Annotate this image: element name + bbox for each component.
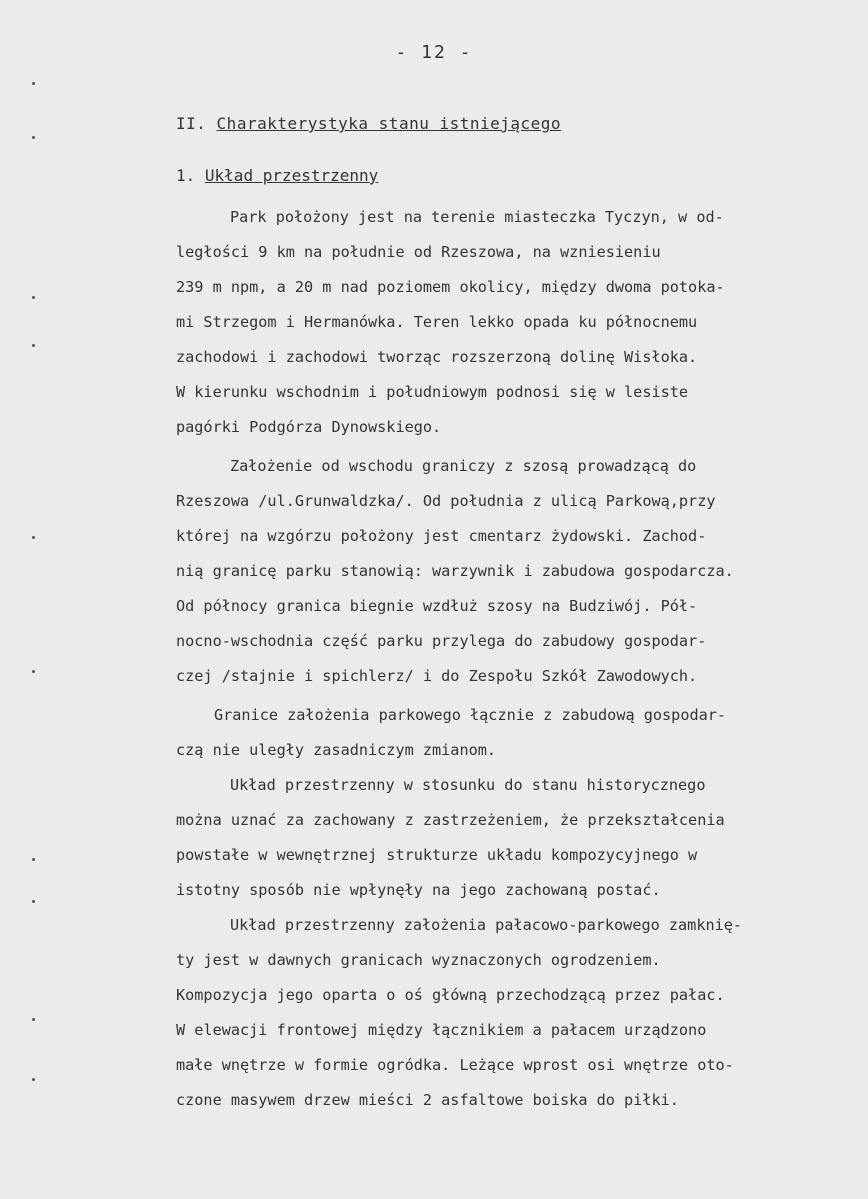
text-line: Układ przestrzenny w stosunku do stanu historycznego <box>230 776 706 794</box>
text-line: czej /stajnie i spichlerz/ i do Zespołu Szkół Zawodowych. <box>176 667 698 685</box>
page-number: - 12 - <box>395 42 473 63</box>
section-title: Charakterystyka stanu istniejącego <box>216 114 562 133</box>
text-line: Park położony jest na terenie miasteczka Tyczyn, w od- <box>230 208 724 226</box>
text-line: ległości 9 km na południe od Rzeszowa, na wzniesieniu <box>176 243 661 261</box>
text-line: Rzeszowa /ul.Grunwaldzka/. Od południa z ulicą Parkową,przy <box>176 492 716 510</box>
section-heading <box>176 114 561 133</box>
text-line: której na wzgórzu położony jest cmentarz żydowski. Zachod- <box>176 527 707 545</box>
paragraph-5 <box>176 908 836 1118</box>
text-line: W elewacji frontowej między łącznikiem a pałacem urządzono <box>176 1021 707 1039</box>
text-line: czone masywem drzew mieści 2 asfaltowe boiska do piłki. <box>176 1091 679 1109</box>
margin-dot <box>32 900 35 903</box>
margin-dot <box>32 536 35 539</box>
section-number: II. <box>176 114 207 133</box>
subsection-heading <box>176 166 378 185</box>
text-line: istotny sposób nie wpłynęły na jego zachowaną postać. <box>176 881 661 899</box>
text-line: zachodowi i zachodowi tworząc rozszerzoną dolinę Wisłoka. <box>176 348 698 366</box>
text-line: ty jest w dawnych granicach wyznaczonych ogrodzeniem. <box>176 951 661 969</box>
text-line: Granice założenia parkowego łącznie z zabudową gospodar- <box>214 706 727 724</box>
margin-dot <box>32 670 35 673</box>
text-line: małe wnętrze w formie ogródka. Leżące wprost osi wnętrze oto- <box>176 1056 734 1074</box>
margin-dot <box>32 136 35 139</box>
text-line: powstałe w wewnętrznej strukturze układu kompozycyjnego w <box>176 846 698 864</box>
paragraph-2 <box>176 449 836 694</box>
paragraph-3 <box>176 698 836 768</box>
margin-dot <box>32 82 35 85</box>
margin-dot <box>32 296 35 299</box>
text-line: pagórki Podgórza Dynowskiego. <box>176 418 442 436</box>
subsection-title: Układ przestrzenny <box>204 166 379 185</box>
text-line: czą nie uległy zasadniczym zmianom. <box>176 741 497 759</box>
text-line: można uznać za zachowany z zastrzeżeniem, że przekształcenia <box>176 811 725 829</box>
subsection-number: 1. <box>176 166 196 185</box>
text-line: mi Strzegom i Hermanówka. Teren lekko opada ku północnemu <box>176 313 698 331</box>
text-line: nią granicę parku stanowią: warzywnik i zabudowa gospodarcza. <box>176 562 734 580</box>
text-line: nocno-wschodnia część parku przylega do zabudowy gospodar- <box>176 632 707 650</box>
margin-dot <box>32 858 35 861</box>
margin-dot <box>32 1018 35 1021</box>
paragraph-1 <box>176 200 836 445</box>
text-line: Założenie od wschodu graniczy z szosą prowadzącą do <box>230 457 697 475</box>
text-line: Układ przestrzenny założenia pałacowo-parkowego zamknię- <box>230 916 743 934</box>
paragraph-4 <box>176 768 836 908</box>
margin-dot <box>32 1078 35 1081</box>
text-line: W kierunku wschodnim i południowym podnosi się w lesiste <box>176 383 689 401</box>
text-line: Od północy granica biegnie wzdłuż szosy na Budziwój. Pół- <box>176 597 698 615</box>
text-line: 239 m npm, a 20 m nad poziomem okolicy, między dwoma potoka- <box>176 278 725 296</box>
margin-dot <box>32 344 35 347</box>
text-line: Kompozycja jego oparta o oś główną przechodzącą przez pałac. <box>176 986 725 1004</box>
